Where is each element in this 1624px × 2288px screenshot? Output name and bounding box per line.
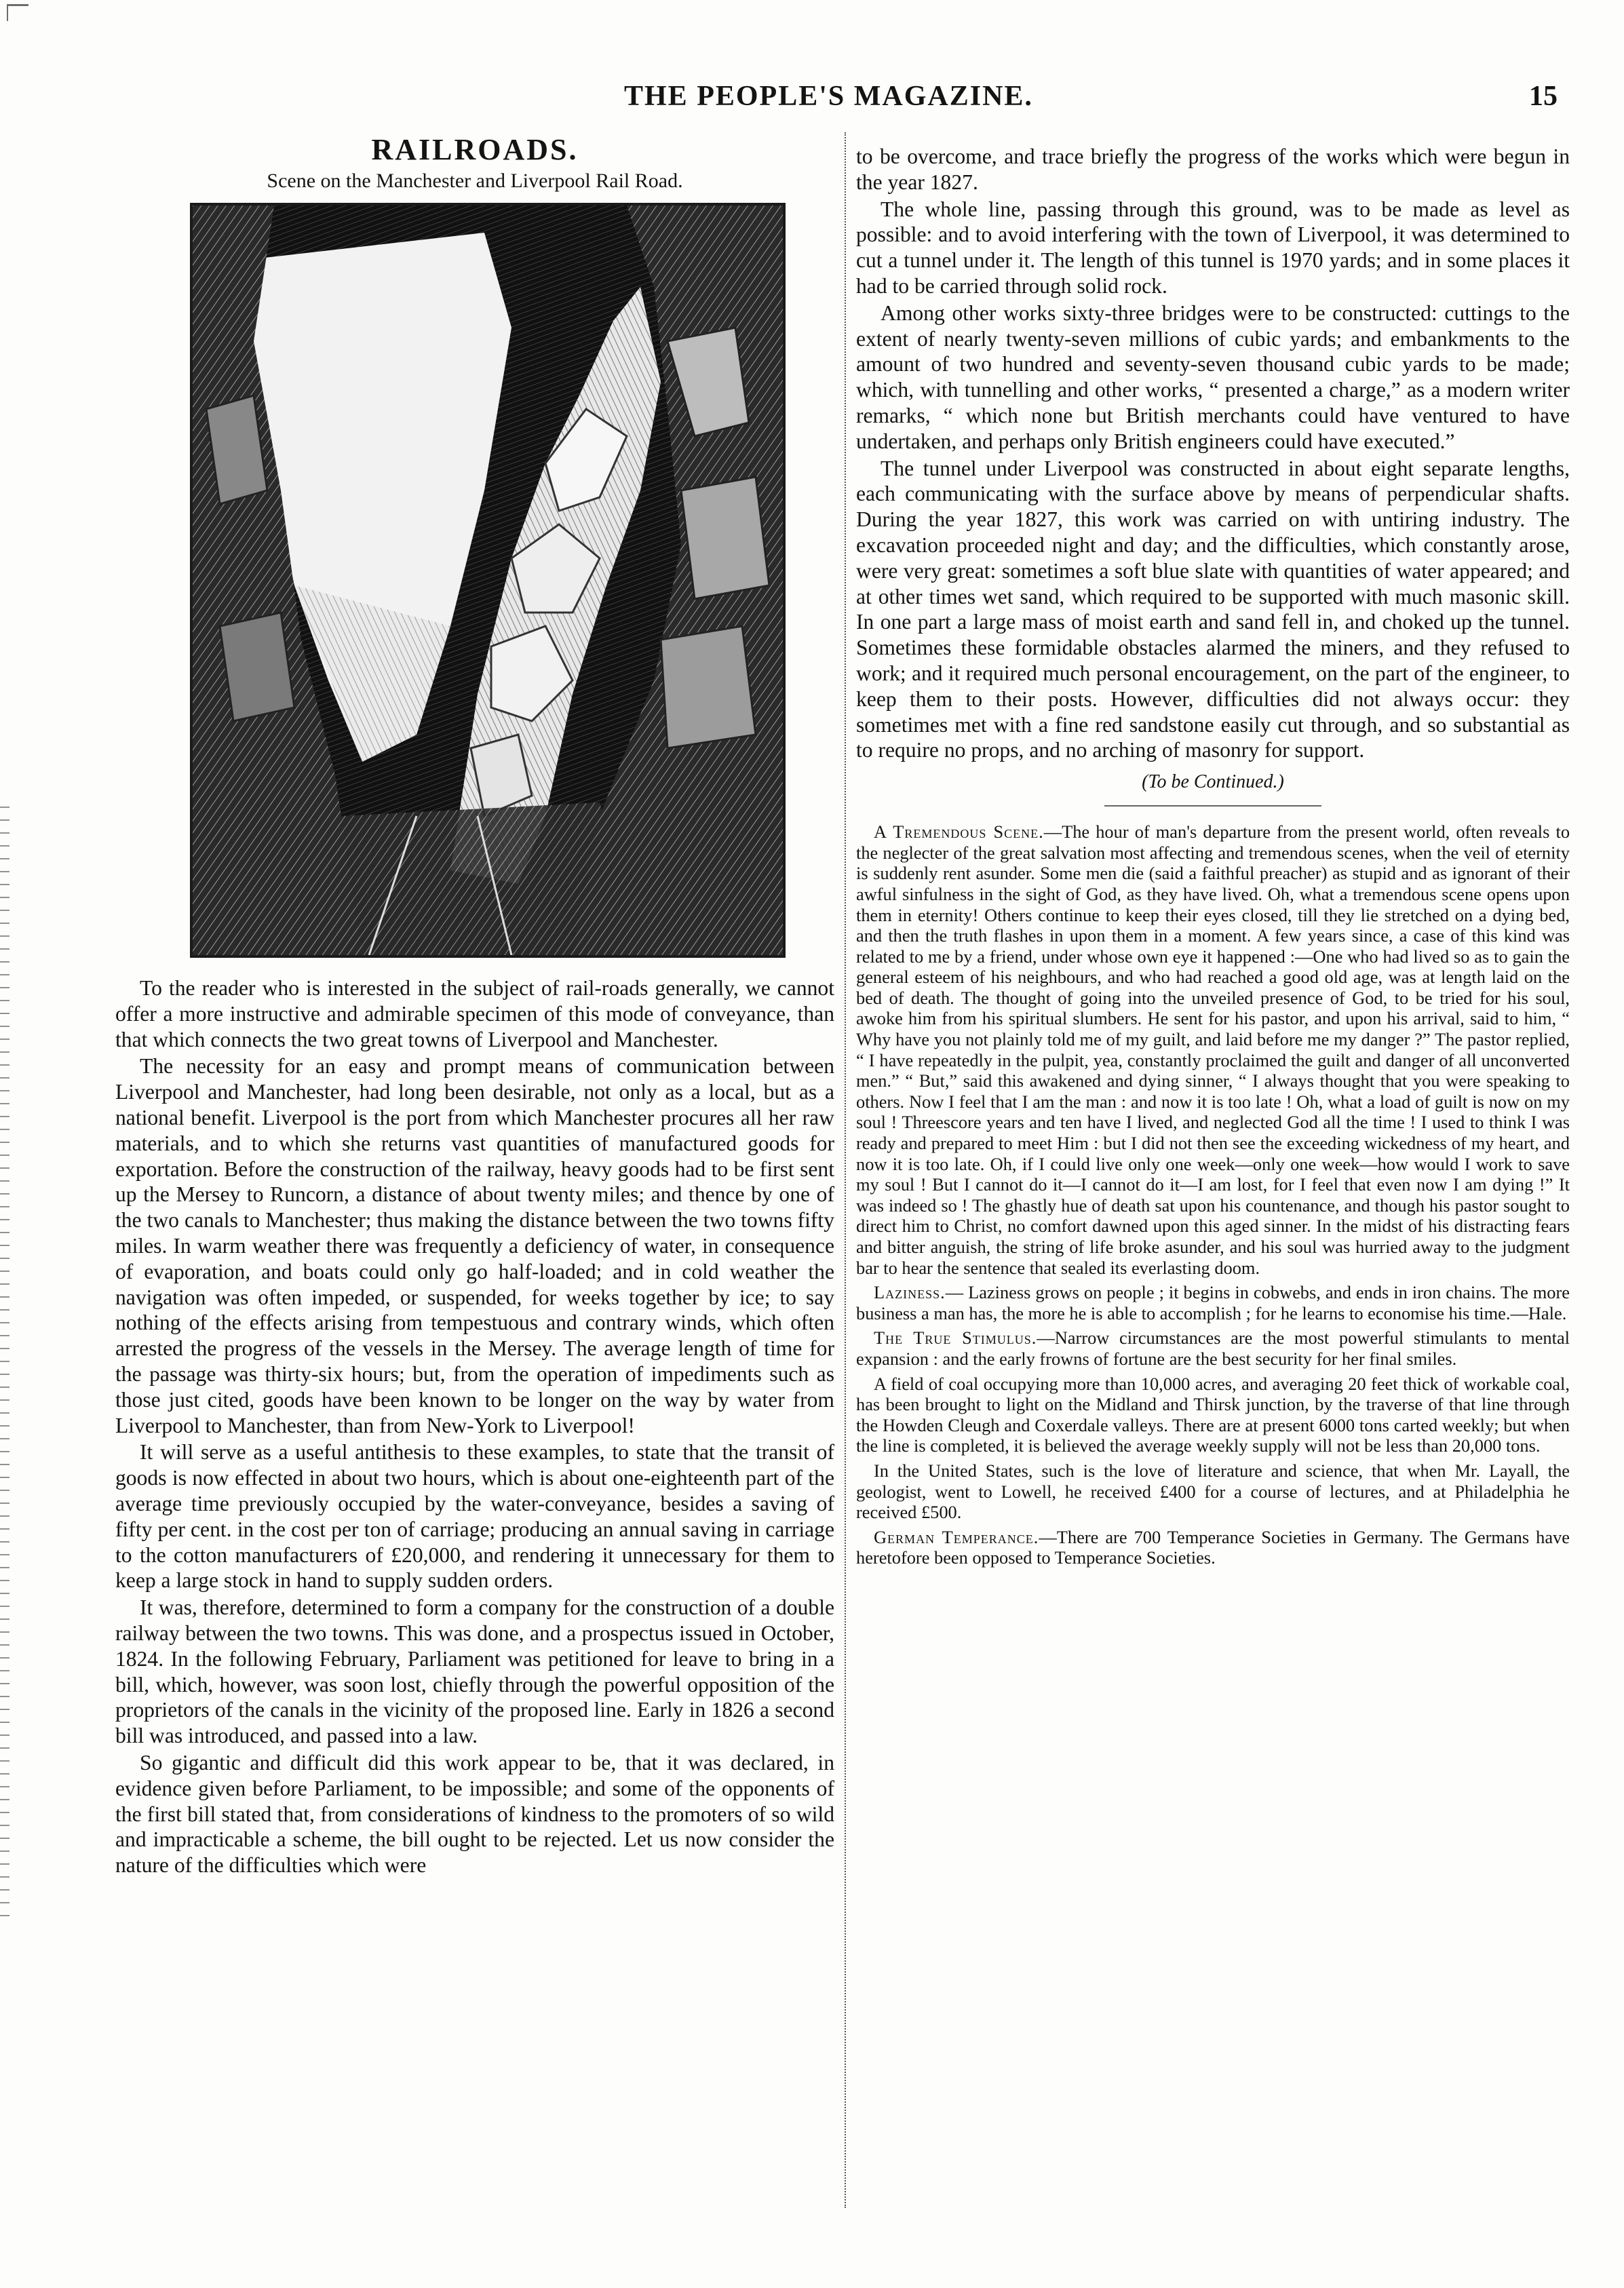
article-paragraph: The tunnel under Liverpool was constructed in about eight separate lengths, each communicating with the surface above by means of perpendicular shafts. During the year 1827, this work was carried on with untiring industry. The excavation proceeded night and day; and the difficulties, which constantly arose, were very great: sometimes a soft blue slate with quantities of water appeared; and at other times wet sand, which required to be supported with much masonic skill. In one part a large mass of moist earth and sand fell in, and choked up the tunnel. Sometimes these formidable obstacles alarmed the miners, and they refused to work; and it required much personal encouragement, on the part of the engineer, to keep them to their posts. However, difficulties did not always occur: they sometimes met with a fine red sandstone easily cut through, and so substantial as to require no props, and no arching of masonry for support.	[856, 456, 1570, 762]
article-title: RAILROADS.	[371, 133, 579, 166]
item-heading: Laziness.	[874, 1282, 946, 1303]
item-text: In the United States, such is the love of literature and science, that when Mr. Layall, the geologist, went to Lowell, he received £400 for a course of lectures, and at Philadelphia he received £500.	[856, 1460, 1570, 1523]
engraving-graphic	[193, 206, 783, 955]
scan-edge-marks	[0, 800, 9, 1920]
rock-cutting-illustration	[190, 203, 786, 958]
miscellany-item	[856, 821, 1570, 1278]
miscellany-item	[856, 1527, 1570, 1568]
column-divider	[845, 132, 846, 2208]
section-separator	[1104, 805, 1321, 807]
left-column	[115, 132, 834, 1878]
item-text: —The hour of man's departure from the present world, often reveals to the neglecter of the great salvation most affecting and tremendous scenes, when the veil of eternity is suddenly rent asunder. Some men die (said a faithful preacher) as stupid and as ignorant of their awful sinfulness in the sight of God, as they have lived. Oh, what a tremendous scene opens upon them in eternity! Others continue to keep their eyes closed, till they lie stretched on a dying bed, and then the truth flashes in upon them in a moment. A few years since, a case of this kind was related to me by a friend, under whose own eye it happened :—One who had lived so as to gain the general esteem of his neighbours, and who had reached a good old age, was at length laid on the bed of death. The thought of going into the unveiled presence of God, to be tried for his soul, awoke him from his spiritual slumbers. He sent for his pastor, and upon his arrival, said to him, “ Why have you not plainly told me of my guilt, and laid before me my danger ?” The pastor replied, “ I have repeatedly in the pulpit, yea, constantly proclaimed the guilt and danger of all unconverted men.” “ But,” said this awakened and dying sinner, “ I always thought that you were speaking to others. Now I feel that I am the man : and now it is too late ! Oh, what a load of guilt is now on my soul ! Threescore years and ten have I lived, and neglected God all the time ! I used to think I was ready and prepared to meet Him : but I did not then see the exceeding wickedness of my heart, and now it is too late. Oh, if I could live only one week—only one week—how would I work to save my soul ! But I cannot do it—I cannot do it—I am lost, for I feel that even now I am dying !” It was indeed so ! The ghastly hue of death sat upon his countenance, and though his pastor sought to direct him to Christ, no comfort dawned upon this aged sinner. In the midst of his distracting fears and bitter anguish, the string of life broke asunder, and his soul was hurried away to the judgment bar to hear the sentence that sealed its everlasting doom.	[856, 821, 1570, 1278]
article-paragraph: Among other works sixty-three bridges were to be constructed: cuttings to the extent of nearly twenty-seven millions of cubic yards; and embankments to the amount of two hundred and seventy-seven thousand cubic yards to be made; which, with tunnelling and other works, “ presented a charge,” as a modern writer remarks, “ which none but British merchants could have ventured to have undertaken, and perhaps only British engineers could have executed.”	[856, 300, 1570, 453]
miscellany-item	[856, 1327, 1570, 1369]
item-heading: The True Stimulus.	[874, 1327, 1037, 1349]
article-paragraph: to be overcome, and trace briefly the progress of the works which were begun in the year 1827.	[856, 144, 1570, 194]
to-be-continued: (To be Continued.)	[1142, 771, 1284, 793]
article-paragraph: The necessity for an easy and prompt means of communication between Liverpool and Manchester, had long been desirable, not only as a local, but as a national benefit. Liverpool is the port from which Manchester procures all her raw materials, and to which she returns vast quantities of manufactured goods for exportation. Before the construction of the railway, heavy goods had to be first sent up the Mersey to Runcorn, a distance of about twenty miles; and thence by one of the two canals to Manchester; thus making the distance between the two towns fifty miles. In warm weather there was frequently a deficiency of water, in consequence of evaporation, and boats could only go half-loaded; and in cold weather the navigation was often impeded, or suspended, for weeks together by ice; to say nothing of the effects arising from tempestuous and contrary winds, which often arrested the progress of the vessels in the Mersey. The average length of time for the passage was thirty-six hours; but, from the operation of impediments such as those just cited, goods have been known to be longer on the way by water from Liverpool to Manchester, than from New-York to Liverpool!	[115, 1054, 834, 1437]
item-text: — Laziness grows on people ; it begins in cobwebs, and ends in iron chains. The more business a man has, the more he is able to accomplish ; for he learns to economise his time.—Hale.	[856, 1282, 1570, 1323]
page-number: 15	[1529, 81, 1558, 112]
page-header	[0, 80, 1624, 121]
miscellany-item	[856, 1460, 1570, 1523]
masthead: THE PEOPLE'S MAGAZINE.	[624, 81, 1033, 112]
miscellany-item	[856, 1282, 1570, 1323]
item-text: —There are 700 Temperance Societies in Germany. The Germans have heretofore been opposed to Temperance Societies.	[856, 1526, 1570, 1568]
scan-corner-mark	[7, 4, 28, 21]
article-paragraph: The whole line, passing through this ground, was to be made as level as possible: and to avoid interfering with the town of Liverpool, it was determined to cut a tunnel under it. The length of this tunnel is 1970 yards; and in some places it had to be carried through solid rock.	[856, 197, 1570, 298]
item-heading: A Tremendous Scene.	[874, 821, 1044, 842]
article-paragraph: It was, therefore, determined to form a company for the construction of a double railway between the two towns. This was done, and a prospectus issued in October, 1824. In the following February, Parliament was petitioned for leave to bring in a bill, which, however, was soon lost, chiefly through the powerful opposition of the proprietors of the canals in the vicinity of the proposed line. Early in 1826 a second bill was introduced, and passed into a law.	[115, 1595, 834, 1748]
illustration-caption: Scene on the Manchester and Liverpool Rail Road.	[267, 170, 683, 192]
item-text: A field of coal occupying more than 10,000 acres, and averaging 20 feet thick of workable coal, has been brought to light on the Midland and Thirsk junction, by the traverse of that line through the Howden Cleugh and Coxerdale valleys. There are at present 6000 tons carted weekly; but when the line is completed, it is believed the average weekly supply will not be less than 20,000 tons.	[856, 1373, 1570, 1456]
right-column	[856, 144, 1570, 1572]
item-text: —Narrow circumstances are the most powerful stimulants to mental expansion : and the early frowns of fortune are the best security for her final smiles.	[856, 1327, 1570, 1369]
miscellany-item	[856, 1374, 1570, 1456]
item-heading: German Temperance.	[874, 1526, 1039, 1547]
article-paragraph: So gigantic and difficult did this work appear to be, that it was declared, in evidence given before Parliament, to be impossible; and some of the opponents of the first bill stated that, from considerations of kindness to the promoters of so wild and impracticable a scheme, the bill ought to be rejected. Let us now consider the nature of the difficulties which were	[115, 1750, 834, 1878]
article-paragraph: It will serve as a useful antithesis to these examples, to state that the transit of goods is now effected in about two hours, which is about one-eighteenth part of the average time previously occupied by the water-conveyance, besides a saving of fifty per cent. in the cost per ton of carriage; producing an annual saving in carriage to the cotton manufacturers of £20,000, and rendering it unnecessary for them to keep a large stock in hand to supply sudden orders.	[115, 1440, 834, 1593]
article-paragraph: To the reader who is interested in the subject of rail-roads generally, we cannot offer a more instructive and admirable specimen of this mode of conveyance, than that which connects the two great towns of Liverpool and Manchester.	[115, 976, 834, 1051]
